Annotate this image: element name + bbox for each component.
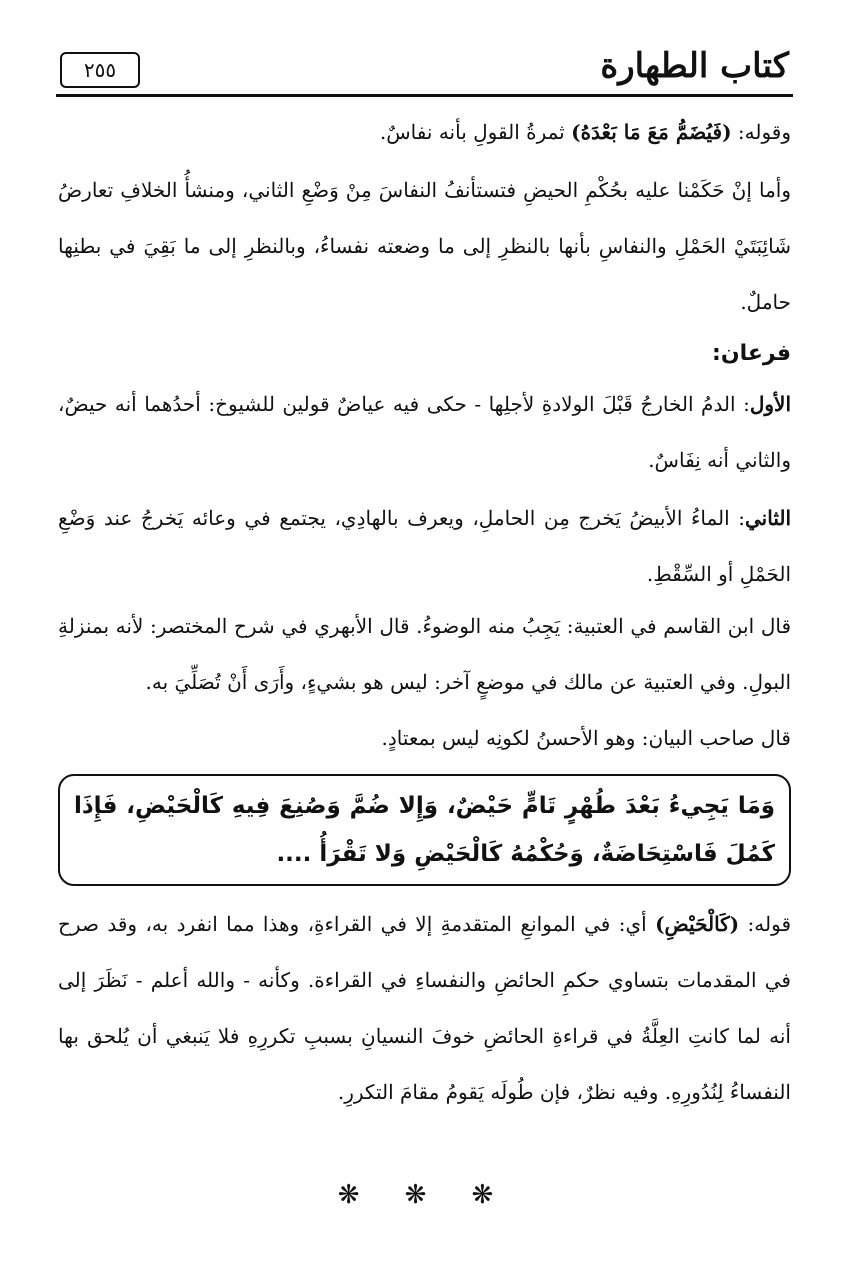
header-rule [56, 94, 793, 97]
paragraph-1 [58, 104, 791, 160]
page-number: ٢٥٥ [60, 52, 140, 88]
commentary-text: أي: في الموانعِ المتقدمةِ إلا في القراءةِ، وهذا مما انفرد به، وقد صرح في المقدمات بتساوي حكمِ الحائضِ والنفساءِ في القراءة. وكأنه - والله أعلم - نَظَرَ إلى أنه لما كانتِ العِلَّةُ في قراءةِ الحائضِ خوفَ النسيانِ بسببِ تكررِهِ فلا يَنبغي أن يُلحق بها النفساءُ لِنُدُورِهِ. وفيه نظرٌ، فإن طُولَه يَقومُ مقامَ التكررِ. [58, 912, 791, 1104]
paragraph-1-text: ثمرةُ القولِ بأنه نفاسٌ. [379, 120, 572, 144]
commentary-prefix: قوله: [739, 912, 792, 936]
page-header [56, 44, 793, 94]
section-heading-text: فرعان: [712, 341, 791, 366]
item-label-second: الثاني [744, 506, 791, 530]
section-end-ornament: ❋ ❋ ❋ [337, 1180, 512, 1210]
paragraph-6-text: قال صاحب البيان: وهو الأحسنُ لكونِه ليس بمعتادٍ. [381, 726, 791, 750]
book-title: كتاب الطهارة [600, 46, 789, 86]
commentary-quoted: (كَالْحَيْضِ) [655, 912, 740, 936]
paragraph-2 [58, 162, 791, 330]
paragraph-6 [58, 710, 791, 766]
matn-text-box: وَمَا يَجِيءُ بَعْدَ طُهْرٍ تَامٍّ حَيْضٌ، وَإِلا ضُمَّ وَصُنِعَ فِيهِ كَالْحَيْضِ، فَإِذَا كَمُلَ فَاسْتِحَاضَةٌ، وَحُكْمُهُ كَالْحَيْضِ وَلا تَقْرَأُ .... [58, 774, 791, 886]
paragraph-3 [58, 376, 791, 488]
paragraph-5-text: قال ابن القاسم في العتبية: يَجِبُ منه الوضوءُ. قال الأبهري في شرح المختصر: لأنه بمنزلةِ البولِ. وفي العتبية عن مالك في موضعٍ آخر: ليس هو بشيءٍ، وأَرَى أَنْ تُصَلِّيَ به. [58, 614, 791, 694]
section-heading [58, 326, 791, 382]
paragraph-1-prefix: وقوله: [731, 120, 791, 144]
quoted-matn-phrase: (فَيُضَمُّ مَعَ مَا بَعْدَهُ) [571, 120, 732, 144]
item-label-first: الأول [749, 392, 791, 416]
paragraph-4-text: : الماءُ الأبيضُ يَخرج مِن الحاملِ، ويعرف بالهادِي، يجتمع في وعائه يَخرجُ عند وَضْعِ الحَمْلِ أو السِّقْطِ. [58, 506, 791, 586]
paragraph-2-text: وأما إنْ حَكَمْنا عليه بحُكْمِ الحيضِ فتستأنفُ النفاسَ مِنْ وَضْعِ الثاني، ومنشأُ الخلافِ تعارضُ شَائِبَتَيْ الحَمْلِ والنفاسِ بأنها بالنظرِ إلى ما وضعته نفساءُ، وبالنظرِ إلى ما بَقِيَ في بطنِها حاملٌ. [58, 178, 791, 314]
commentary-paragraph [58, 896, 791, 1120]
paragraph-3-text: : الدمُ الخارجُ قَبْلَ الولادةِ لأجلِها - حكى فيه عياضٌ قولين للشيوخ: أحدُهما أنه حيضٌ، والثاني أنه نِفَاسٌ. [58, 392, 791, 472]
paragraph-5 [58, 598, 791, 710]
paragraph-4 [58, 490, 791, 602]
